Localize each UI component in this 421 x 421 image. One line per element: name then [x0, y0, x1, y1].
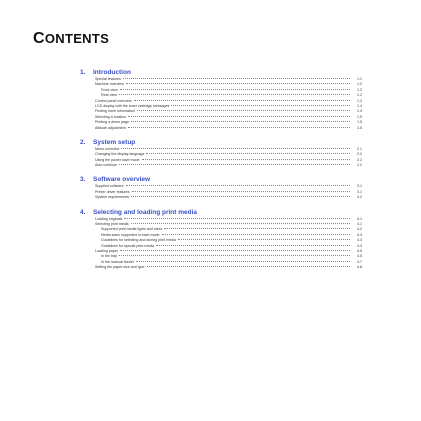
leader-dots — [142, 159, 350, 160]
entry-text: Auto continue — [95, 163, 117, 168]
entry-page: 1.5 — [357, 114, 362, 119]
leader-dots — [171, 105, 350, 106]
entry-text: In the manual feeder — [101, 259, 134, 264]
leader-dots — [120, 89, 350, 90]
entry-text: Supplied software — [95, 184, 124, 189]
toc-entry[interactable] — [80, 126, 362, 131]
entry-text: Special features — [95, 77, 121, 81]
entry-page: 4.3 — [357, 232, 362, 237]
entry-text: LCD display with the toner cartridge messages — [95, 103, 170, 108]
section-heading[interactable] — [80, 208, 362, 217]
entry-text: Setting the paper size and type — [95, 265, 145, 270]
section-title: Software overview — [93, 176, 151, 184]
leader-dots — [146, 153, 350, 154]
leader-dots — [134, 100, 350, 101]
entry-text: Guidelines for special print media — [101, 243, 155, 248]
leader-dots — [131, 196, 350, 197]
entry-text: Supported print media types and sizes — [101, 227, 163, 232]
leader-dots — [128, 116, 350, 117]
entry-page: 4.7 — [357, 259, 362, 264]
entry-page: 1.4 — [357, 109, 362, 114]
toc-section — [80, 208, 362, 271]
entry-text: Menu overview — [95, 146, 120, 151]
toc-section — [80, 68, 362, 131]
leader-dots — [119, 94, 350, 95]
page-title-rest: ONTENTS — [44, 31, 110, 46]
entry-page: 1.2 — [357, 87, 362, 92]
entry-page: 2.2 — [357, 163, 362, 168]
toc-entry[interactable] — [80, 163, 362, 168]
leader-dots — [131, 121, 350, 122]
section-number: 1. — [80, 69, 86, 76]
toc-section — [80, 175, 362, 200]
section-heading[interactable] — [80, 68, 362, 77]
section-heading[interactable] — [80, 138, 362, 147]
entry-text: Loading paper — [95, 248, 118, 253]
entry-page: 3.2 — [357, 195, 362, 200]
leader-dots — [124, 218, 350, 219]
table-of-contents — [80, 68, 362, 278]
entry-text: Printing a demo page — [95, 120, 130, 125]
leader-dots — [164, 228, 350, 229]
leader-dots — [121, 148, 350, 149]
entry-page: 4.3 — [357, 238, 362, 243]
section-heading[interactable] — [80, 175, 362, 184]
section-number: 3. — [80, 176, 86, 184]
entry-page: 3.1 — [357, 184, 362, 189]
leader-dots — [126, 185, 350, 186]
leader-dots — [119, 164, 350, 165]
entry-page: 2.2 — [357, 157, 362, 162]
entry-page: 2.1 — [357, 146, 362, 151]
section-title: System setup — [93, 138, 136, 146]
entry-text: Guidelines for selecting and storing print media — [101, 238, 176, 243]
entry-text: Altitude adjustment — [95, 125, 126, 130]
leader-dots — [178, 239, 350, 240]
leader-dots — [119, 255, 350, 256]
leader-dots — [120, 250, 350, 251]
entry-text: Front view — [101, 87, 118, 92]
entry-text: Machine overview — [95, 82, 124, 87]
entry-page: 4.8 — [357, 265, 362, 270]
entry-page: 1.5 — [357, 120, 362, 125]
section-number: 4. — [80, 208, 86, 216]
leader-dots — [123, 78, 350, 79]
entry-text: Selecting print media — [95, 222, 129, 227]
leader-dots — [126, 83, 350, 84]
entry-page: 4.1 — [357, 222, 362, 227]
section-title: Introduction — [93, 69, 131, 76]
entry-text: In the tray — [101, 254, 117, 259]
entry-page: 4.2 — [357, 227, 362, 232]
entry-text: Printer driver features — [95, 189, 130, 194]
toc-entry[interactable] — [80, 195, 362, 200]
entry-text: Using the power save mode — [95, 157, 140, 162]
toc-section — [80, 138, 362, 169]
leader-dots — [162, 234, 350, 235]
section-number: 2. — [80, 138, 86, 146]
leader-dots — [131, 223, 350, 224]
entry-text: Loading originals — [95, 216, 123, 221]
entry-page: 4.1 — [357, 216, 362, 221]
leader-dots — [137, 110, 350, 111]
entry-page: 1.4 — [357, 103, 362, 108]
leader-dots — [147, 266, 350, 267]
toc-entry[interactable] — [80, 265, 362, 270]
entry-text: Selecting a location — [95, 114, 127, 119]
entry-text: Control panel overview — [95, 98, 132, 103]
page-title — [33, 30, 109, 48]
entry-page: 1.1 — [357, 77, 362, 81]
section-title: Selecting and loading print media — [93, 208, 198, 216]
entry-page: 1.2 — [357, 82, 362, 87]
leader-dots — [128, 127, 350, 128]
entry-page: 4.3 — [357, 243, 362, 248]
entry-page: 4.5 — [357, 254, 362, 259]
entry-page: 1.3 — [357, 98, 362, 103]
entry-text: Media sizes supported in each mode — [101, 232, 160, 237]
entry-text: Finding more information — [95, 109, 135, 114]
entry-page: 4.5 — [357, 248, 362, 253]
page-title-initial: C — [33, 30, 45, 47]
entry-page: 2.2 — [357, 152, 362, 157]
entry-page: 1.2 — [357, 93, 362, 98]
entry-text: System requirements — [95, 195, 129, 200]
leader-dots — [132, 191, 350, 192]
entry-text: Rear view — [101, 93, 117, 98]
leader-dots — [156, 245, 350, 246]
entry-text: Changing the display language — [95, 152, 145, 157]
entry-page: 3.1 — [357, 189, 362, 194]
leader-dots — [136, 261, 350, 262]
entry-page: 1.5 — [357, 125, 362, 130]
